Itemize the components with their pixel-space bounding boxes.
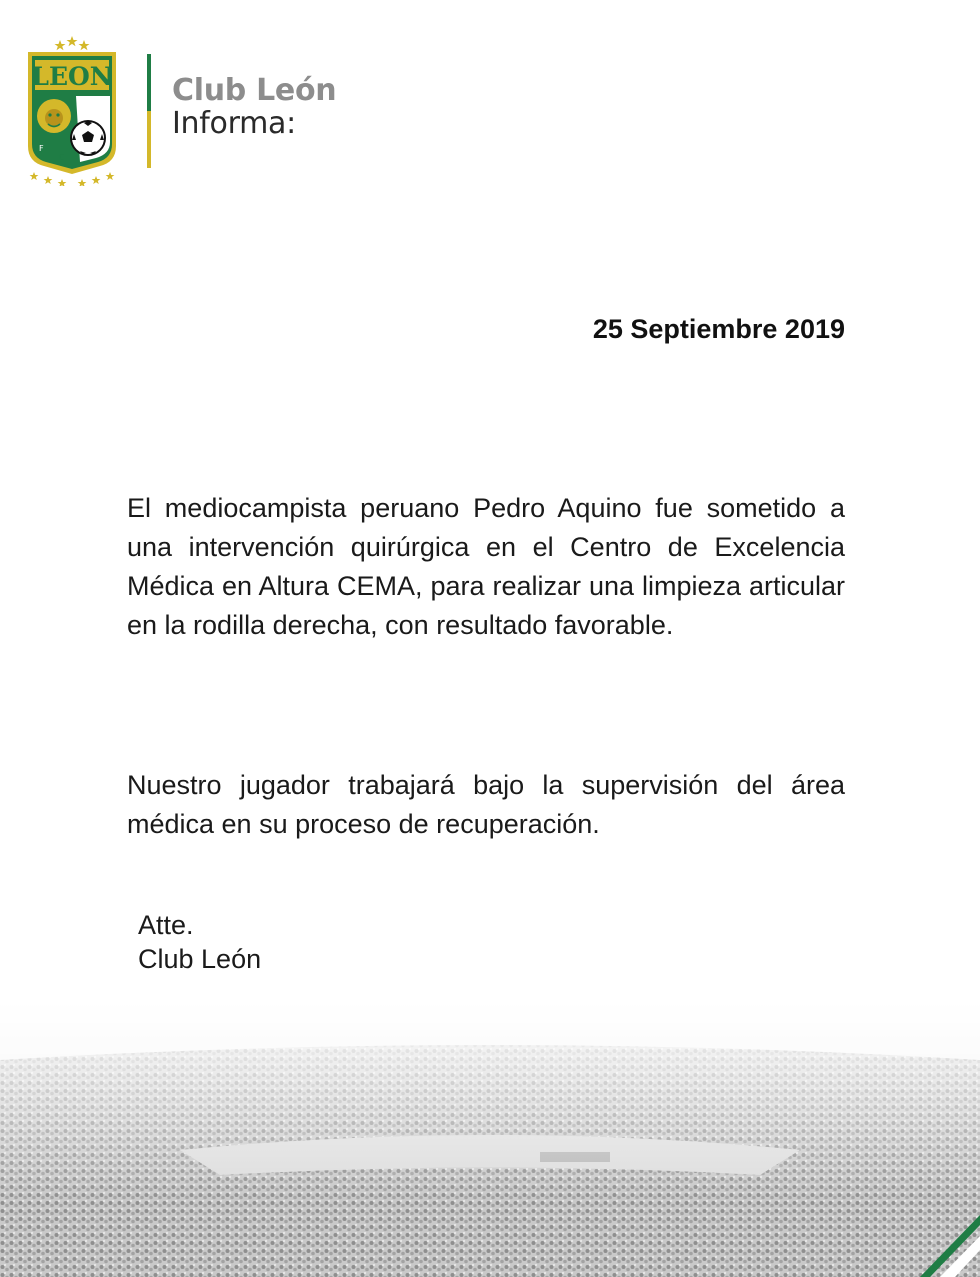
signoff-atte: Atte. — [138, 910, 194, 940]
brand-subtitle: Informa: — [172, 106, 296, 141]
crest-stars-top — [55, 36, 90, 50]
lion-icon — [37, 99, 71, 133]
body-paragraph-2: Nuestro jugador trabajará bajo la supervisión del área médica en su proceso de recuperación. — [127, 770, 845, 839]
brand-name: Club León — [172, 73, 337, 108]
body-paragraph-1: El mediocampista peruano Pedro Aquino fue sometido a una intervención quirúrgica en el Centro de Excelencia Médica en Altura CEMA, para realizar una limpieza articular en la rodilla derecha, con resultado favorable. — [127, 493, 845, 640]
crest-text: LEON — [31, 62, 113, 91]
signoff — [138, 908, 261, 976]
release-date: 25 Septiembre 2019 — [592, 314, 845, 344]
stadium-crowd-background — [0, 1000, 980, 1277]
club-leon-crest-logo — [22, 34, 122, 186]
soccer-ball-icon — [71, 121, 105, 155]
signoff-club: Club León — [138, 944, 262, 974]
crest-letter-f: F — [39, 144, 44, 153]
brand-block — [172, 73, 337, 141]
header-divider — [147, 54, 151, 168]
crest-stars-bottom — [30, 172, 115, 186]
crest-letter-c: C — [59, 153, 65, 162]
